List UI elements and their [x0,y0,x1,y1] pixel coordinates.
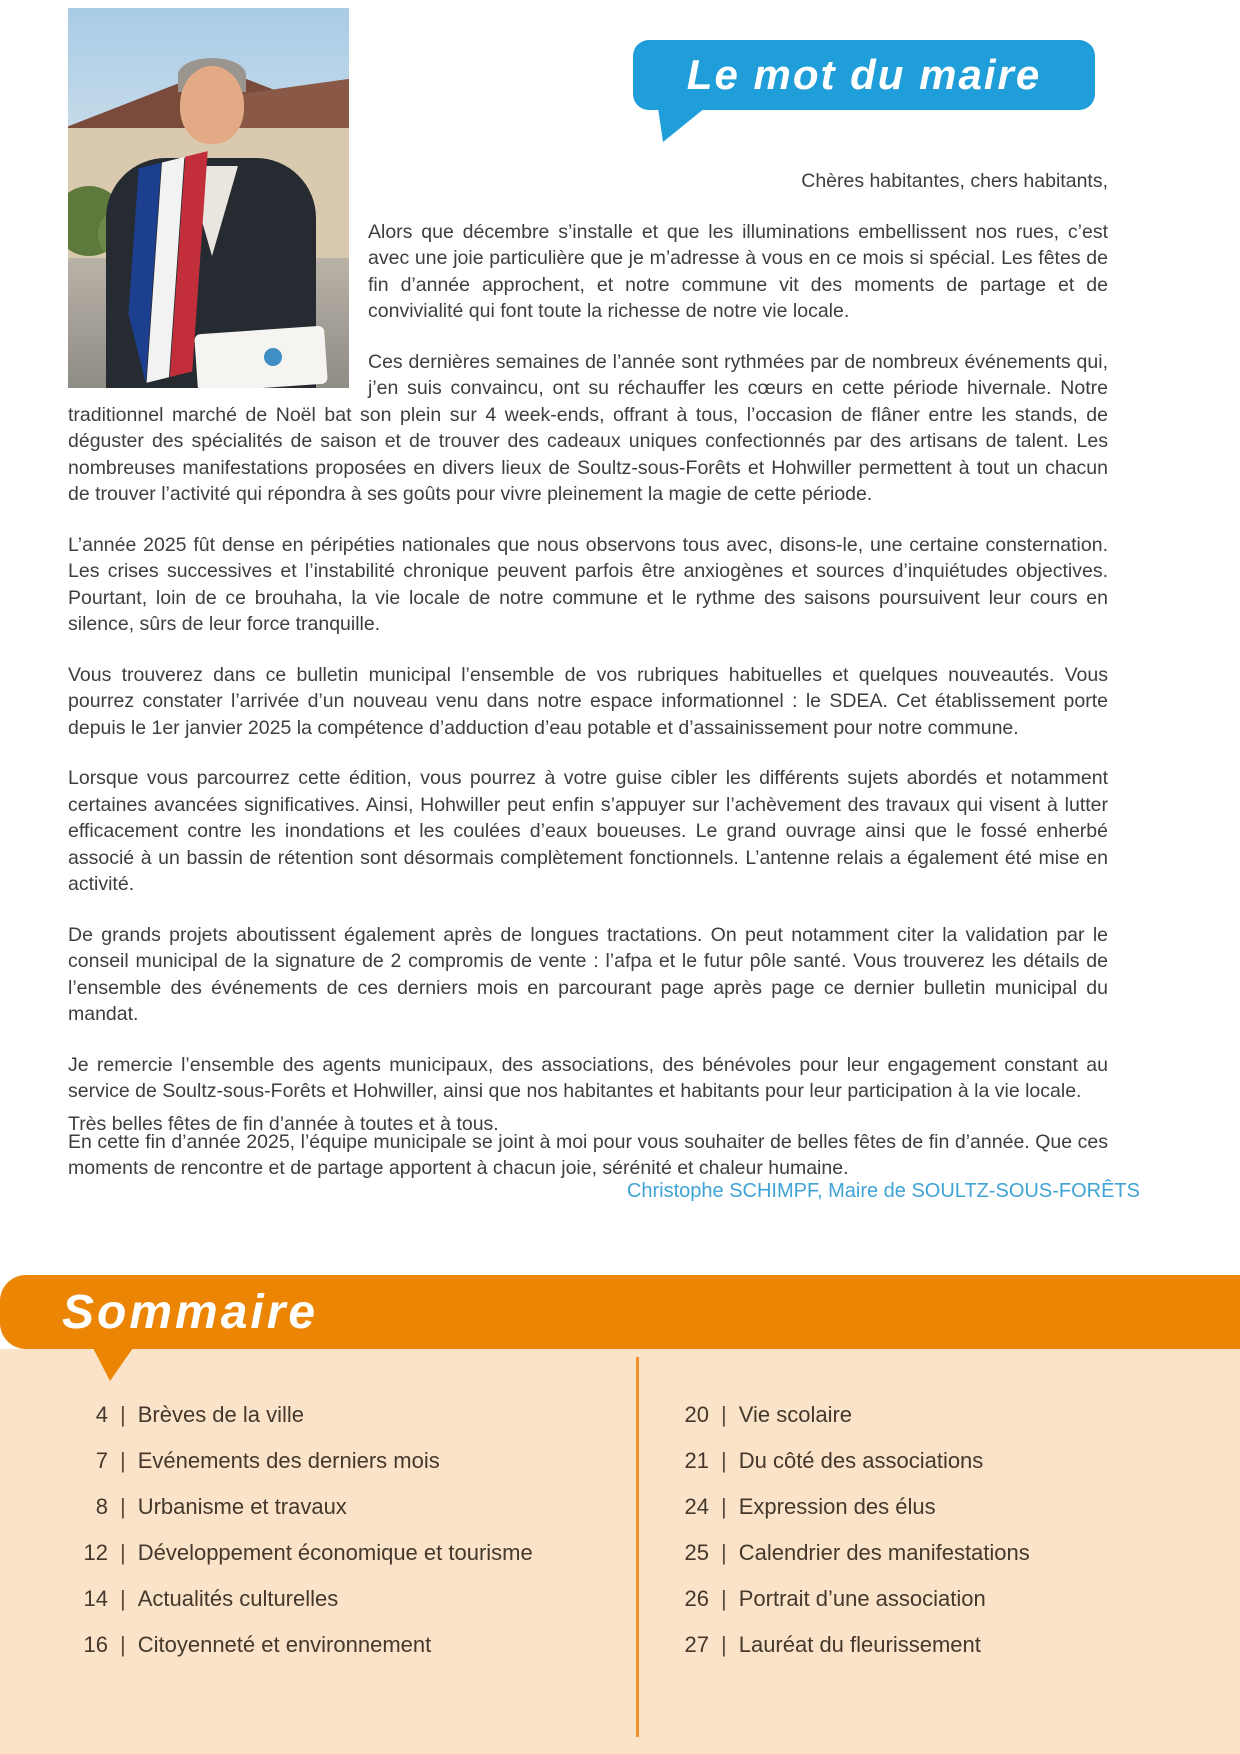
toc-item [64,1622,664,1668]
toc-item [661,1576,1240,1622]
toc-page-number: 4 [95,1402,108,1427]
toc-item-label: Lauréat du fleurissement [738,1632,981,1657]
toc-separator: | [120,1540,126,1565]
toc-page-number: 7 [95,1448,108,1473]
toc-separator: | [120,1402,126,1427]
mayor-letter [68,156,1108,1206]
toc-item-label: Citoyenneté et environnement [137,1632,432,1657]
toc-page-number: 24 [684,1494,709,1519]
toc-separator: | [721,1540,727,1565]
letter-paragraph: Vous trouverez dans ce bulletin municipal l’ensemble de vos rubriques habituelles et quelques nouveautés. Vous pourrez constater l’arrivée d’un nouveau venu dans notre espace informationnel : le SDEA. Cet établissement porte depuis le 1er janvier 2025 la compétence d’adduction d’eau potable et d’assainissement pour notre commune. [68,663,1108,739]
blue-banner-tail [658,108,705,142]
toc-item-label: Evénements des derniers mois [137,1448,440,1473]
letter-greeting: Chères habitantes, chers habitants, [801,170,1108,192]
mayor-signature: Christophe SCHIMPF, Maire de SOULTZ-SOUS-FORÊTS [626,1180,1140,1202]
toc-item [661,1530,1240,1576]
le-mot-du-maire-title: Le mot du maire [686,51,1042,98]
toc-item-label: Calendrier des manifestations [738,1540,1030,1565]
toc-page-number: 8 [95,1494,108,1519]
le-mot-du-maire-banner [633,40,1095,110]
toc-separator: | [120,1632,126,1657]
toc-item [661,1392,1240,1438]
toc-page-number: 14 [83,1586,108,1611]
toc-separator: | [120,1494,126,1519]
toc-item-label: Développement économique et tourisme [137,1540,533,1565]
toc-page-number: 26 [684,1586,709,1611]
toc-separator: | [721,1494,727,1519]
letter-paragraph: En cette fin d’année 2025, l’équipe municipale se joint à moi pour vous souhaiter de belles fêtes de fin d’année. Que ces moments de rencontre et de partage apportent à chacun joie, sérénité et chaleur humaine. [68,1130,1108,1179]
toc-left-column [0,1392,664,1668]
toc-page-number: 16 [83,1632,108,1657]
toc-item [661,1438,1240,1484]
toc-separator: | [721,1586,727,1611]
toc-separator: | [721,1632,727,1657]
toc-item-label: Du côté des associations [738,1448,984,1473]
toc-page-number: 21 [684,1448,709,1473]
letter-closing: Très belles fêtes de fin d’année à toutes et à tous. [68,1113,499,1135]
letter-paragraph: Alors que décembre s’installe et que les illuminations embellissent nos rues, c’est avec une joie particulière que je m’adresse à vous en ce mois si spécial. Les fêtes de fin d’année approchent, et notre commune vit des moments de partage et de convivialité qui font toute la richesse de notre vie locale. [368,220,1108,322]
letter-paragraph: Je remercie l’ensemble des agents municipaux, des associations, des bénévoles pour leur engagement constant au service de Soultz-sous-Forêts et Hohwiller, ainsi que nos habitantes et habitants pour leur participation à la vie locale. [68,1053,1108,1102]
toc-item [64,1576,664,1622]
letter-paragraph: Ces dernières semaines de l’année sont rythmées par de nombreux événements qui, j’en suis convaincu, ont su réchauffer les cœurs en cette période hivernale. Notre traditionnel marché de Noël bat son plein sur 4 week-ends, offrant à tous, l’occasion de flâner entre les stands, de déguster des spécialités de saison et de trouver des cadeaux uniques confectionnés par des artisans de talent. Les nombreuses manifestations proposées en divers lieux de Soultz-sous-Forêts et Hohwiller permettent à tout un chacun de trouver l’activité qui répondra à ses goûts pour vivre pleinement la magie de cette période. [68,350,1108,505]
toc-item-label: Brèves de la ville [137,1402,305,1427]
toc-item [661,1622,1240,1668]
letter-paragraph: De grands projets aboutissent également après de longues tractations. On peut notamment citer la validation par le conseil municipal de la signature de 2 compromis de vente : l’afpa et le futur pôle santé. Vous trouverez les détails de l’ensemble des événements de ces derniers mois en parcourant page après page ce dernier bulletin municipal du mandat. [68,923,1108,1025]
letter-paragraph: L’année 2025 fût dense en péripéties nationales que nous observons tous avec, disons-le, une certaine consternation. Les crises successives et l’instabilité chronique peuvent parfois être anxiogènes et sources d’inquiétudes objectives. Pourtant, loin de ce brouhaha, la vie locale de notre commune et le rythme des saisons poursuivent leur cours en silence, sûrs de leur force tranquille. [68,533,1108,635]
toc-item [64,1484,664,1530]
toc-item [64,1392,664,1438]
toc-separator: | [120,1448,126,1473]
photo-mayor-face [180,66,244,144]
toc-item-label: Expression des élus [738,1494,936,1519]
photo-wrap-spacer [68,156,368,388]
toc-item-label: Portrait d’une association [738,1586,986,1611]
toc-item [64,1530,664,1576]
toc-item-label: Actualités culturelles [137,1586,339,1611]
toc-separator: | [120,1586,126,1611]
toc-right-column [637,1392,1240,1668]
toc-page-number: 25 [684,1540,709,1565]
toc-item-label: Urbanisme et travaux [137,1494,347,1519]
toc-separator: | [721,1402,727,1427]
toc-item-label: Vie scolaire [738,1402,853,1427]
letter-paragraph: Lorsque vous parcourrez cette édition, vous pourrez à votre guise cibler les différents sujets abordés et notamment certaines avancées significatives. Ainsi, Hohwiller peut enfin s’appuyer sur l’achèvement des travaux qui visent à lutter efficacement contre les inondations et les coulées d’eaux boueuses. Le grand ouvrage ainsi que le fossé enherbé associé à un bassin de rétention sont désormais complètement fonctionnels. L’antenne relais a également été mise en activité. [68,767,1108,895]
toc-item [661,1484,1240,1530]
sommaire-title: Sommaire [62,1285,319,1339]
toc-separator: | [721,1448,727,1473]
toc-page-number: 20 [684,1402,709,1427]
sommaire-banner [0,1275,1240,1349]
toc-item [64,1438,664,1484]
toc-page-number: 27 [684,1632,709,1657]
sommaire-banner-tail [93,1348,133,1381]
toc-page-number: 12 [83,1540,108,1565]
